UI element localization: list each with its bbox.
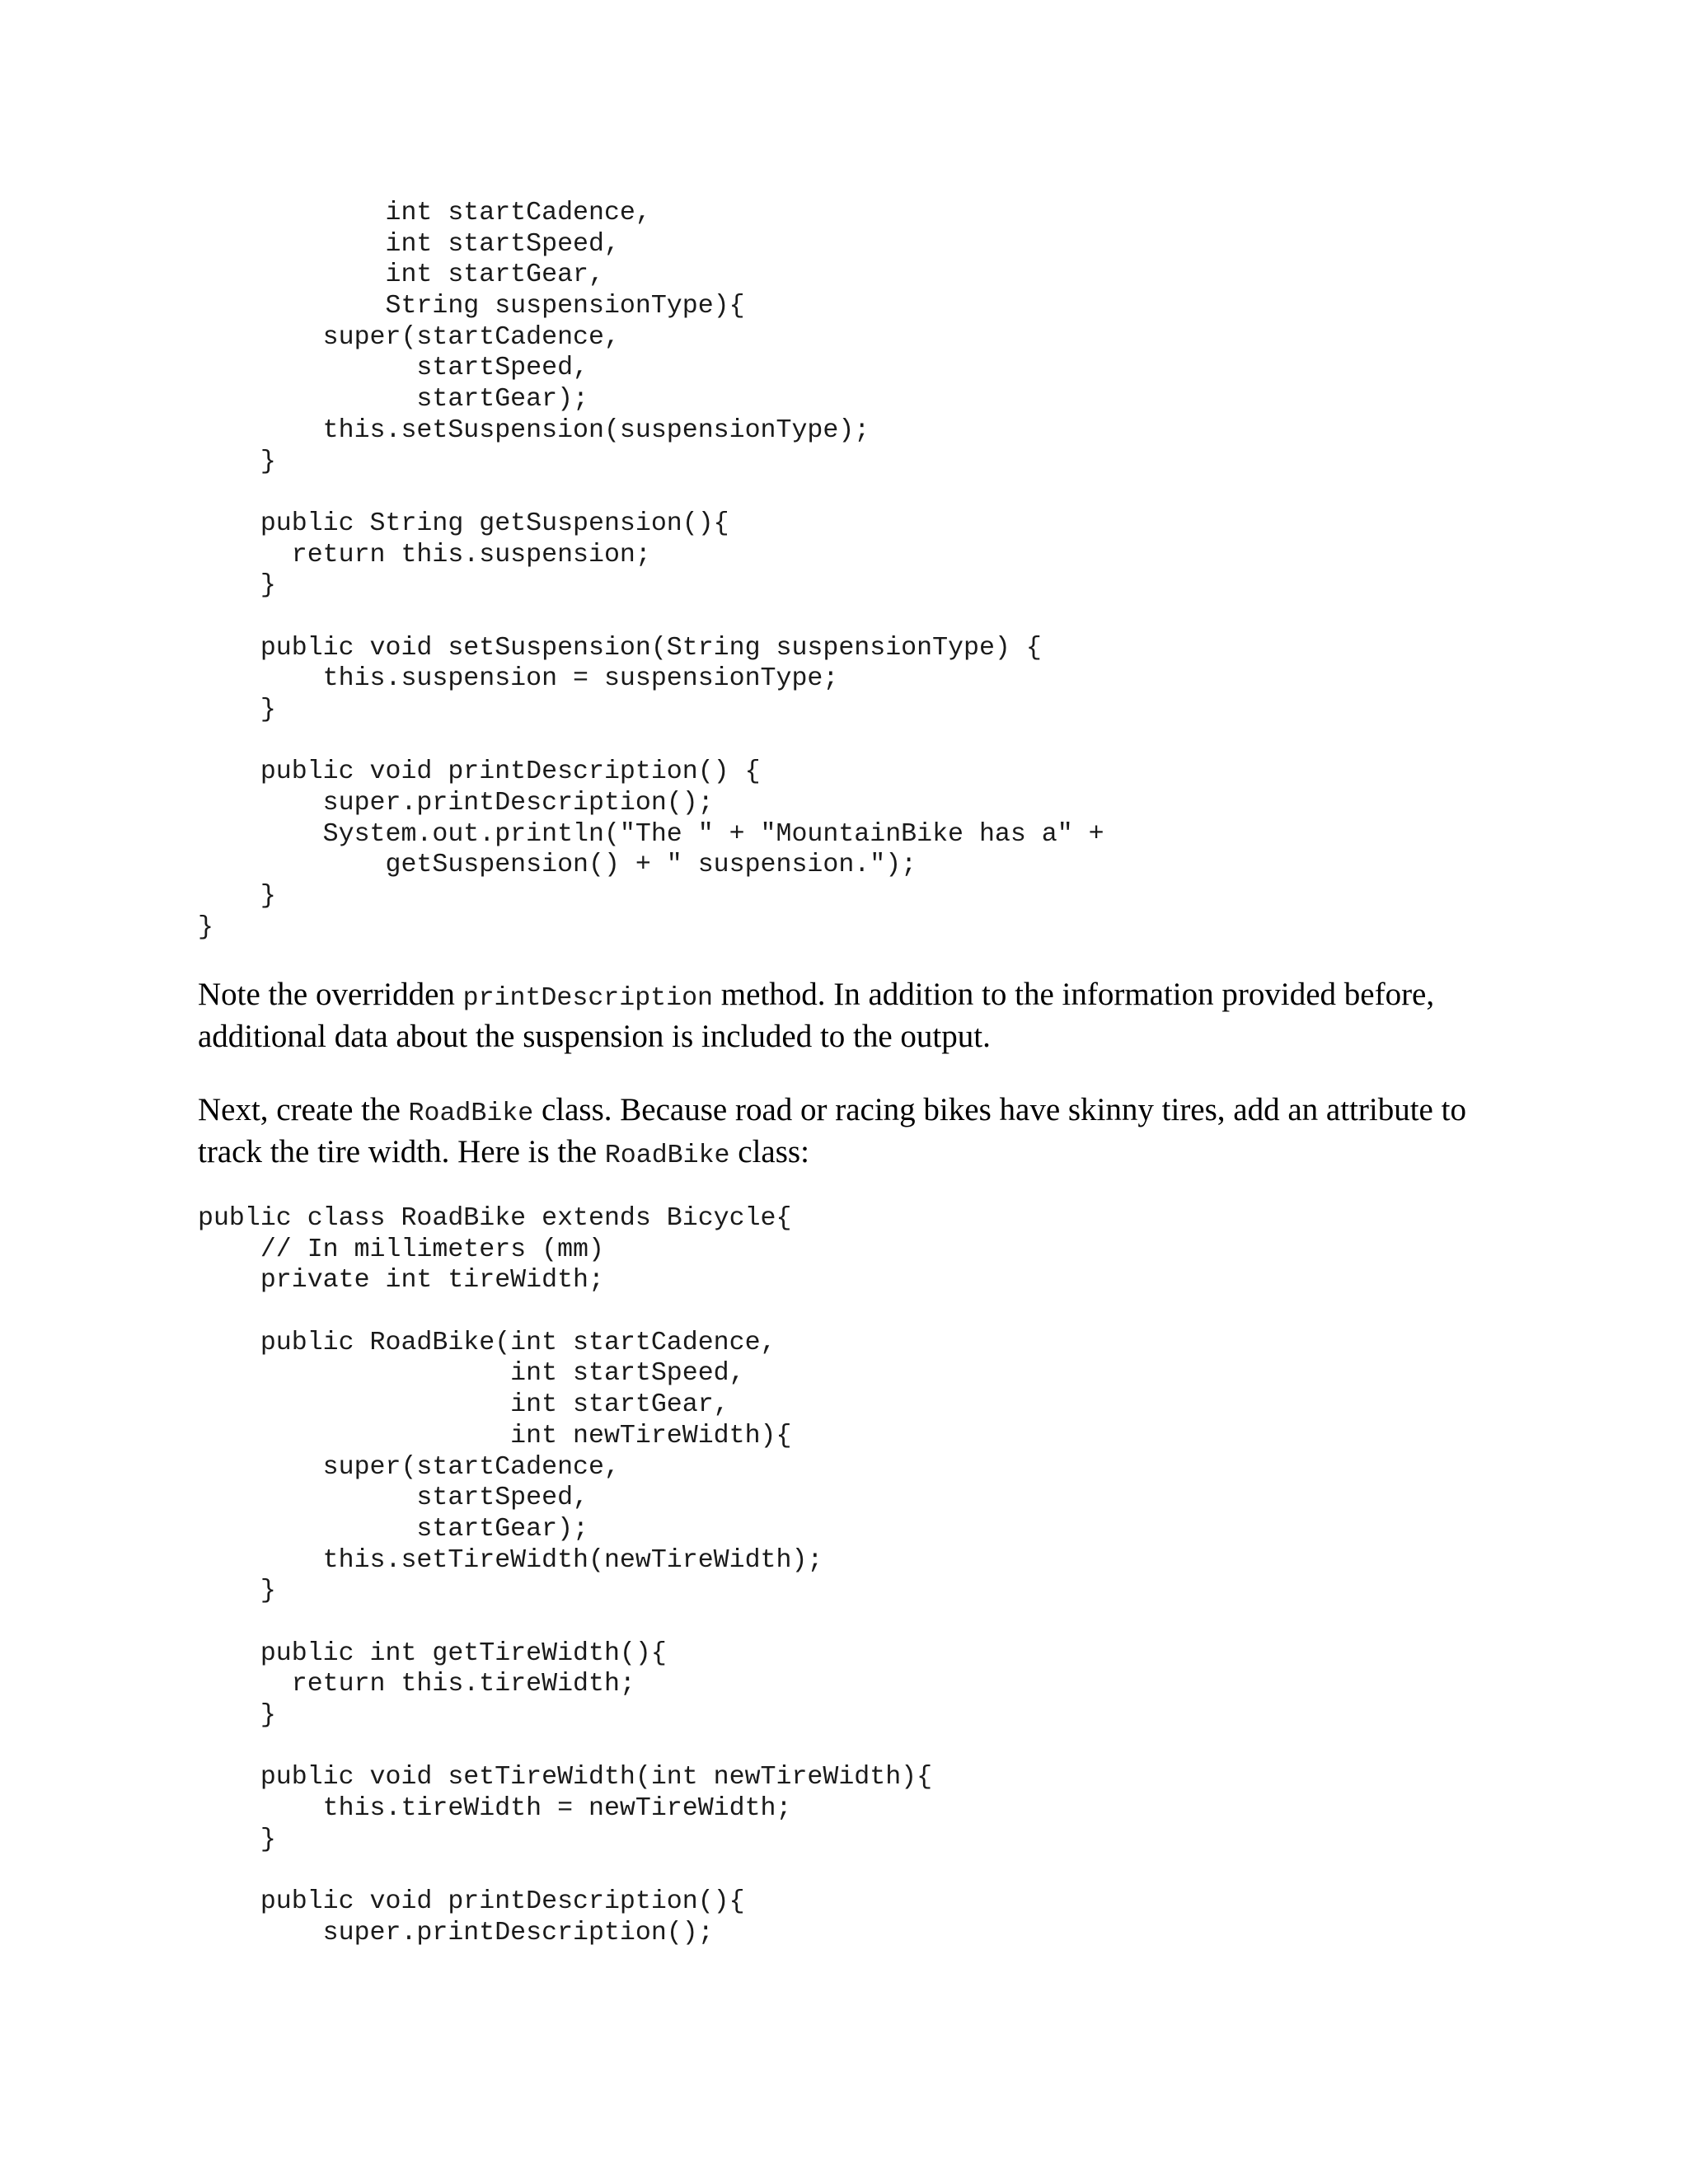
code-line: } (198, 912, 213, 942)
code-line: super(startCadence, (198, 322, 620, 352)
code-listing-roadbike (198, 1203, 932, 1949)
code-line: public RoadBike(int startCadence, (198, 1328, 776, 1357)
code-line: public void setSuspension(String suspensionType) { (198, 633, 1042, 663)
code-line: // In millimeters (mm) (198, 1235, 604, 1264)
paragraph-text: class. Because road or racing bikes have skinny tires, add an attribute to track the tire width. Here is the (198, 1092, 1466, 1169)
code-listing-mountainbike (198, 198, 1104, 944)
code-line: super(startCadence, (198, 1452, 620, 1482)
code-line: int newTireWidth){ (198, 1421, 792, 1451)
code-line: } (198, 447, 276, 476)
code-line: public void printDescription() { (198, 757, 761, 787)
paragraph-text: Note the overridden (198, 977, 463, 1012)
code-line: public class RoadBike extends Bicycle{ (198, 1204, 792, 1233)
code-line: int startGear, (198, 260, 604, 290)
code-line: return this.tireWidth; (198, 1670, 635, 1699)
code-line: public void printDescription(){ (198, 1887, 745, 1917)
code-line: } (198, 1825, 276, 1854)
paragraph-note-override (198, 976, 1533, 1056)
code-line: public String getSuspension(){ (198, 509, 729, 538)
code-line (198, 1296, 932, 1328)
code-line: super.printDescription(); (198, 789, 714, 818)
code-line: startGear); (198, 385, 588, 415)
code-line: } (198, 571, 276, 601)
code-line: } (198, 1577, 276, 1606)
code-line: int startSpeed, (198, 1359, 745, 1389)
code-line: this.setTireWidth(newTireWidth); (198, 1545, 823, 1575)
code-line: System.out.println("The " + "MountainBike has a" + (198, 819, 1104, 849)
inline-code: RoadBike (604, 1141, 730, 1170)
code-line: public void setTireWidth(int newTireWidth){ (198, 1763, 933, 1793)
code-line: startGear); (198, 1514, 588, 1544)
code-line: return this.suspension; (198, 540, 651, 569)
code-line (198, 1855, 932, 1886)
inline-code: printDescription (462, 984, 713, 1013)
code-line: } (198, 882, 276, 912)
code-line: } (198, 696, 276, 724)
paragraph-text: Next, create the (198, 1092, 409, 1127)
code-line (198, 726, 1104, 757)
code-line: this.setSuspension(suspensionType); (198, 415, 870, 445)
code-line: this.suspension = suspensionType; (198, 664, 839, 694)
code-line: this.tireWidth = newTireWidth; (198, 1794, 792, 1824)
paragraph-text: class: (729, 1134, 809, 1169)
code-line: int startCadence, (198, 199, 651, 227)
code-line (198, 602, 1104, 633)
code-line: } (198, 1701, 276, 1730)
code-line: public int getTireWidth(){ (198, 1638, 667, 1668)
code-line: private int tireWidth; (198, 1266, 604, 1296)
code-line: int startGear, (198, 1390, 729, 1420)
paragraph-roadbike-intro (198, 1091, 1533, 1175)
code-line: int startSpeed, (198, 229, 620, 259)
code-line: getSuspension() + " suspension."); (198, 851, 917, 880)
code-line: startSpeed, (198, 1483, 588, 1513)
code-line: String suspensionType){ (198, 292, 745, 321)
code-line: super.printDescription(); (198, 1918, 714, 1947)
code-line: startSpeed, (198, 354, 588, 383)
code-line (198, 1732, 932, 1763)
inline-code: RoadBike (408, 1099, 534, 1128)
paragraph-text: method. In addition to the information provided before, additional data about the suspension is included to the output. (198, 977, 1435, 1054)
code-line (198, 1607, 932, 1638)
code-line (198, 477, 1104, 509)
